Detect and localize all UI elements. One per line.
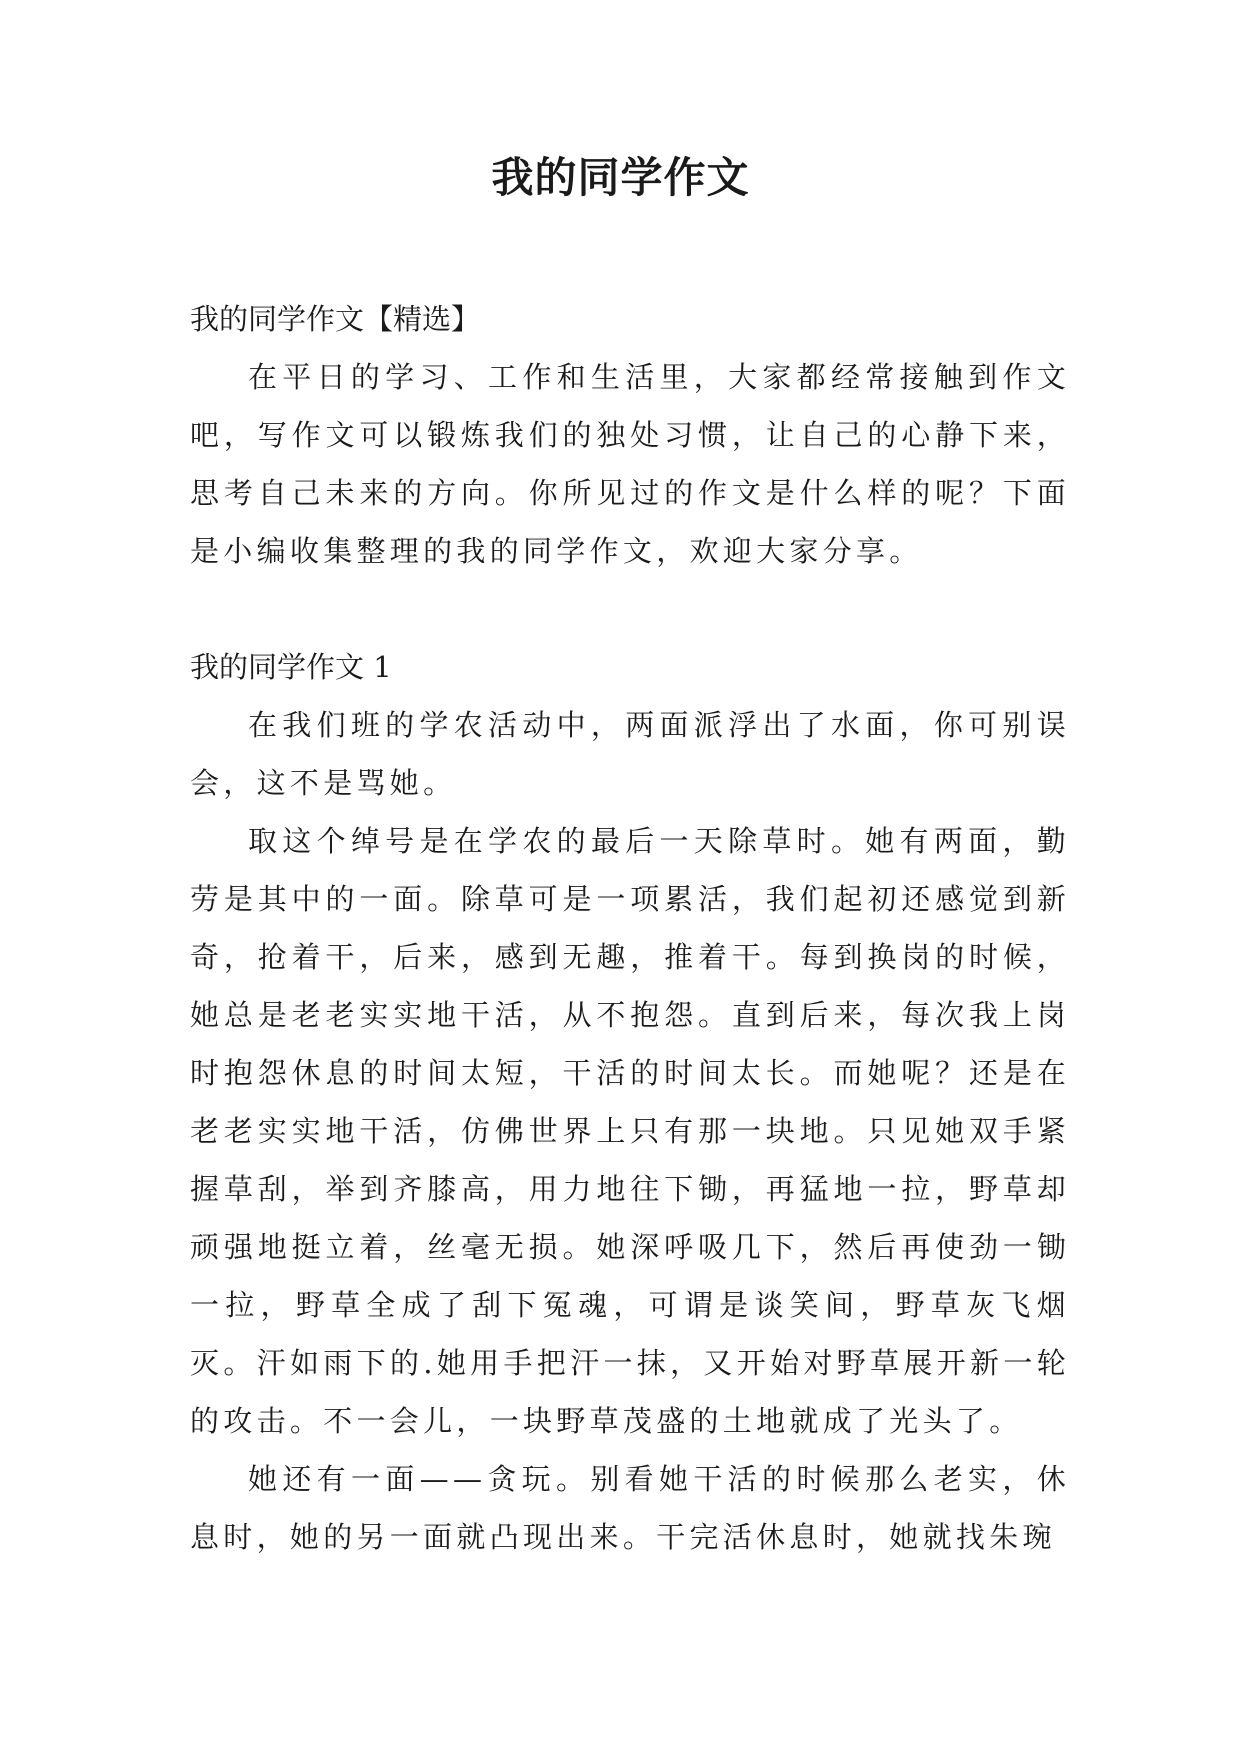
section-heading: 我的同学作文 1 [190,650,392,684]
section-spacer [190,580,1070,638]
intro-paragraph: 在平日的学习、工作和生活里，大家都经常接触到作文吧，写作文可以锻炼我们的独处习惯，让自己的心静下来，思考自己未来的方向。你所见过的作文是什么样的呢？下面是小编收集整理的我的同学作文，欢迎大家分享。 [190,360,1070,568]
intro-heading: 我的同学作文【精选】 [190,302,481,336]
body-paragraph-1: 在我们班的学农活动中，两面派浮出了水面，你可别误会，这不是骂她。 [190,708,1070,800]
document-title: 我的同学作文 [491,153,750,202]
body-paragraph-2: 取这个绰号是在学农的最后一天除草时。她有两面，勤劳是其中的一面。除草可是一项累活，我们起初还感觉到新奇，抢着干，后来，感到无趣，推着干。每到换岗的时候，她总是老老实实地干活，从不抱怨。直到后来，每次我上岗时抱怨休息的时间太短，干活的时间太长。而她呢？还是在老老实实地干活，仿佛世界上只有那一块地。只见她双手紧握草刮，举到齐膝高，用力地往下锄，再猛地一拉，野草却顽强地挺立着，丝毫无损。她深呼吸几下，然后再使劲一锄一拉，野草全成了刮下冤魂，可谓是谈笑间，野草灰飞烟灭。汗如雨下的.她用手把汗一抹，又开始对野草展开新一轮的攻击。不一会儿，一块野草茂盛的土地就成了光头了。 [190,824,1070,1438]
document-body [190,290,1070,1566]
body-paragraph-3: 她还有一面——贪玩。别看她干活的时候那么老实，休息时，她的另一面就凸现出来。干完活休息时，她就找朱琬 [190,1462,1070,1554]
